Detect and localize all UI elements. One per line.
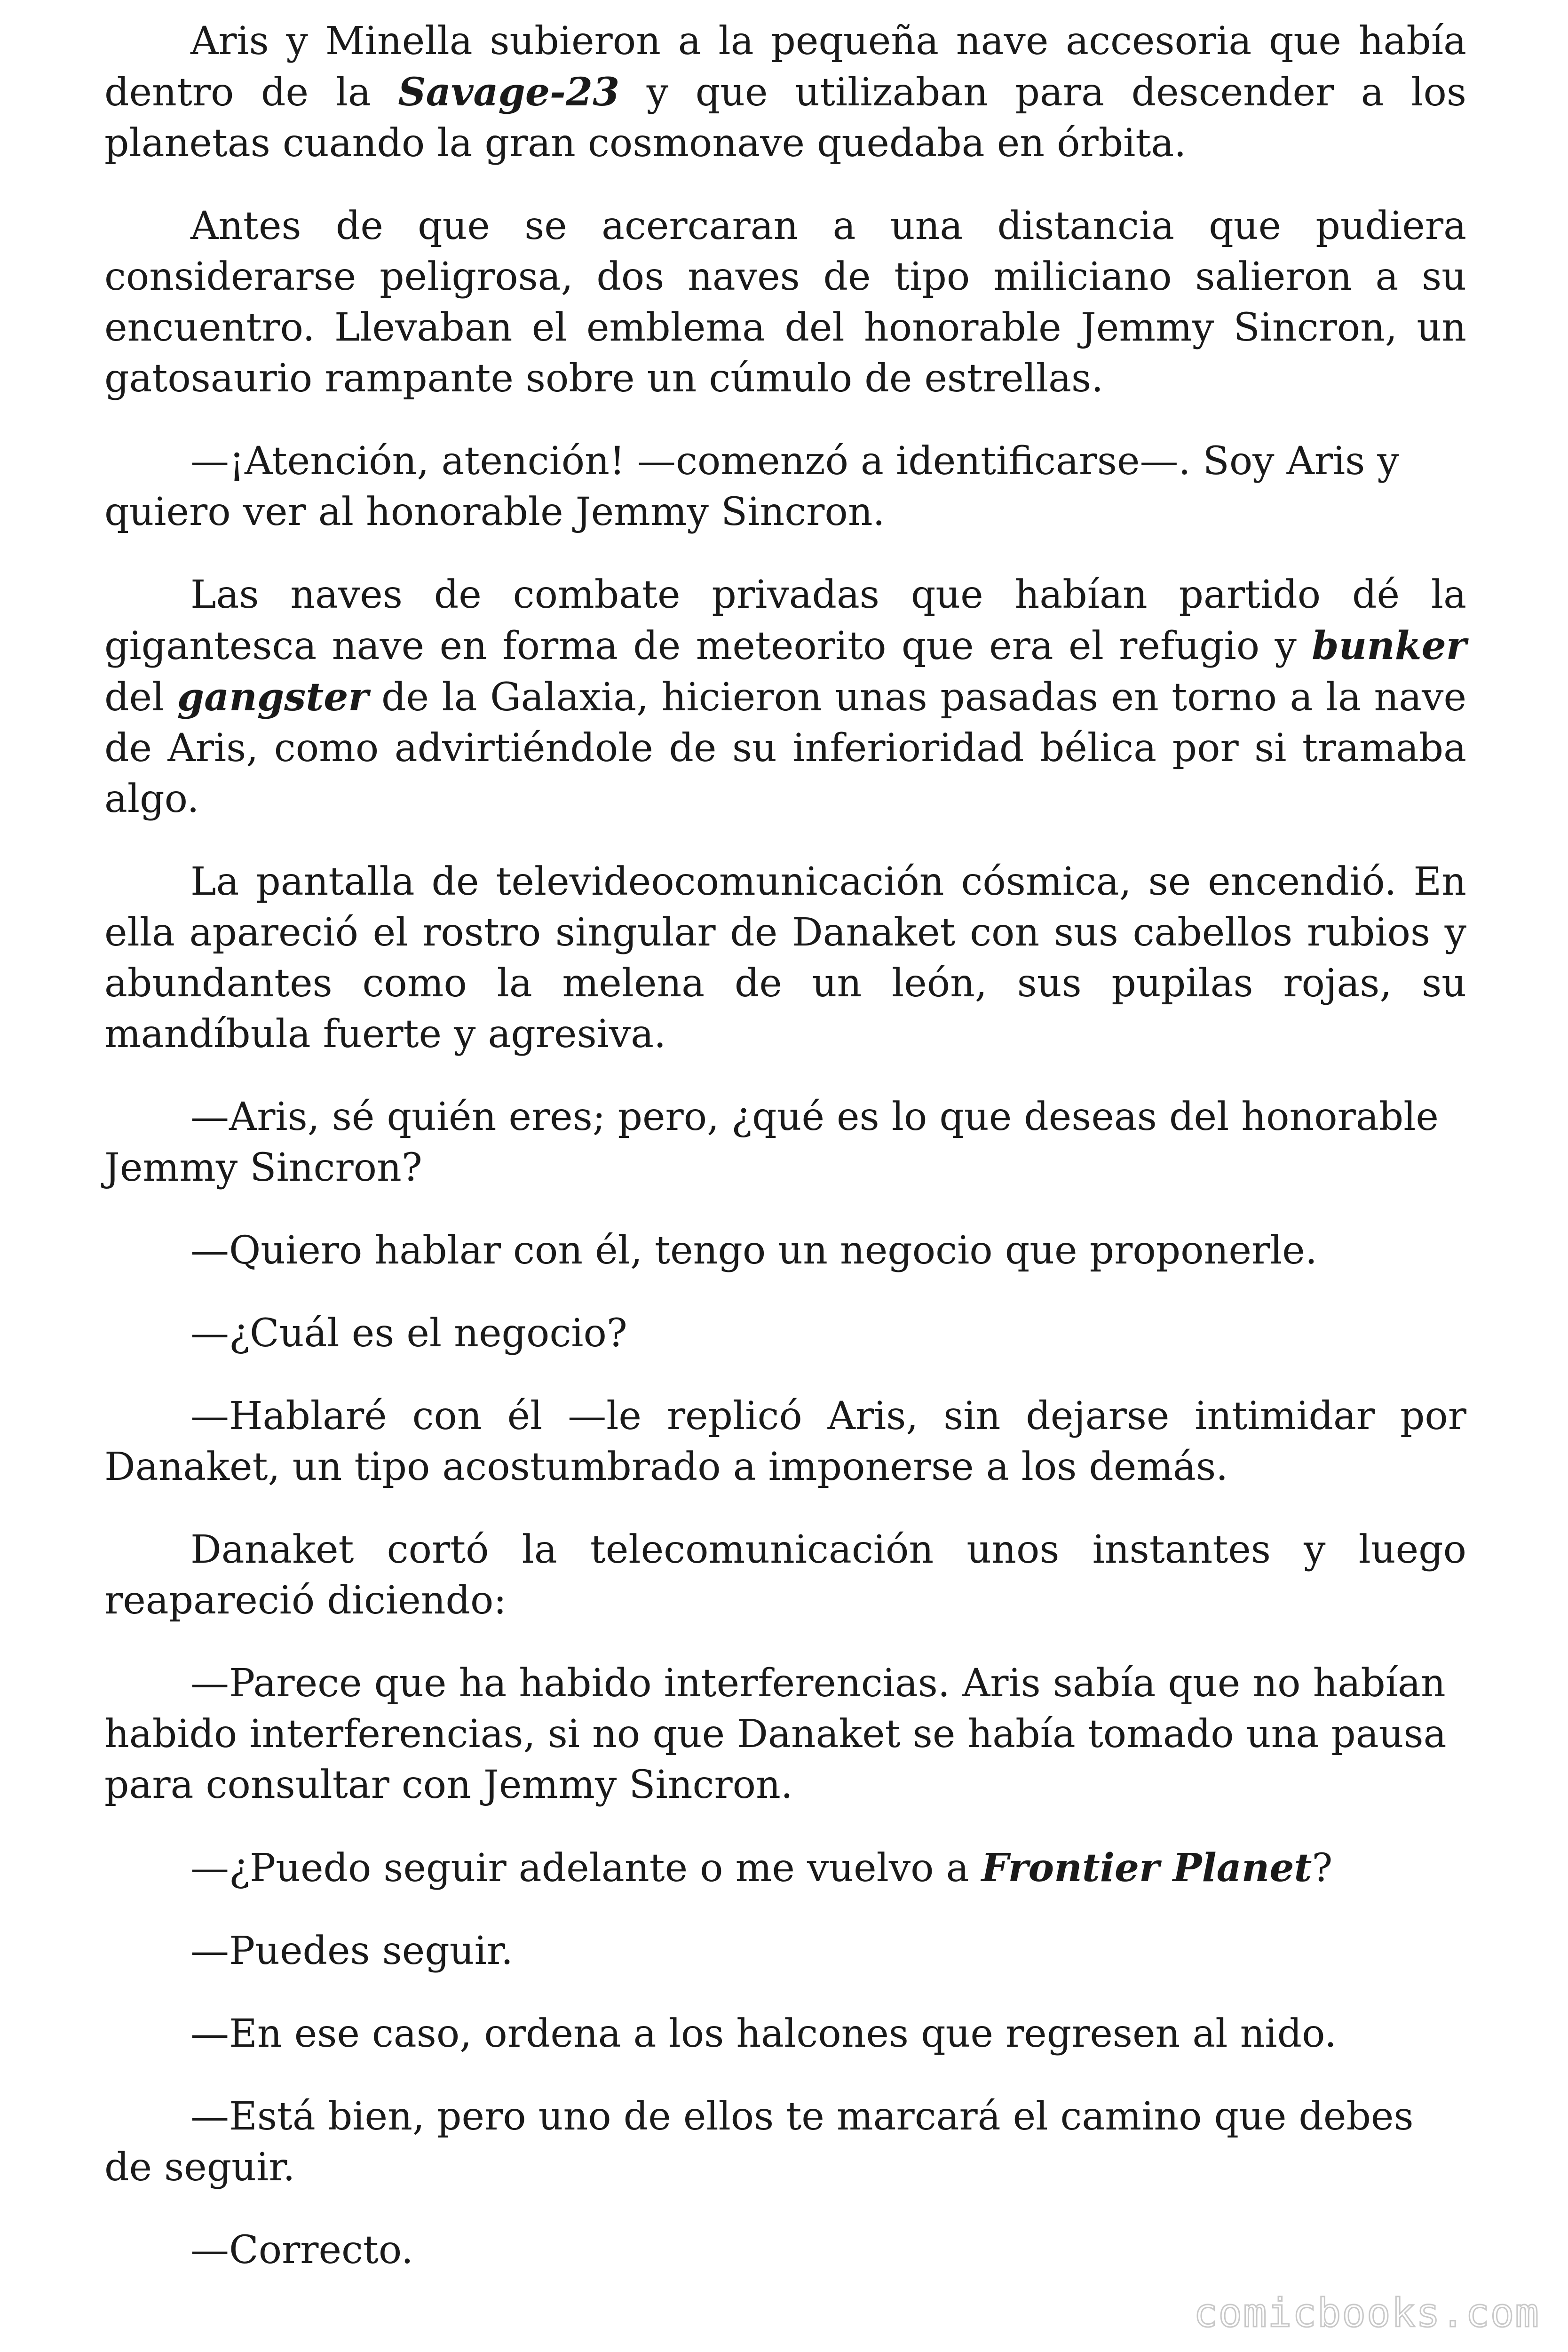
paragraph — [104, 2009, 1466, 2059]
paragraph — [104, 2225, 1466, 2276]
emphasized-text: gangster — [177, 675, 369, 720]
text-run: —Parece que ha habido interferencias. Aris sabía que no habían habido interferencias, si no que Danaket se había tomado una pausa para consultar con Jemmy Sincron. — [104, 1661, 1447, 1807]
text-run: La pantalla de televideocomunicación cósmica, se encendió. En ella apareció el rostro singular de Danaket con sus cabellos rubios y abundantes como la melena de un león, sus pupilas rojas, su mandíbula fuerte y agresiva. — [104, 859, 1466, 1057]
text-run: Danaket cortó la telecomunicación unos instantes y luego reapareció diciendo: — [104, 1527, 1466, 1623]
text-run: —Quiero hablar con él, tengo un negocio que proponerle. — [190, 1228, 1317, 1273]
paragraph — [104, 16, 1466, 169]
paragraph — [104, 1843, 1466, 1894]
paragraph — [104, 1092, 1466, 1193]
paragraph — [104, 570, 1466, 825]
watermark: comicbooks.com — [1193, 2290, 1540, 2336]
paragraph — [104, 1308, 1466, 1359]
emphasized-text: Savage-23 — [398, 70, 620, 115]
text-run: y que utilizaban para descender a los planetas cuando la gran cosmonave quedaba en órbita. — [104, 70, 1466, 166]
text-run: —¿Puedo seguir adelante o me vuelvo a — [190, 1846, 982, 1891]
emphasized-text: bunker — [1312, 623, 1466, 668]
text-run: —¿Cuál es el negocio? — [190, 1311, 627, 1356]
text-run: —En ese caso, ordena a los halcones que regresen al nido. — [190, 2011, 1337, 2056]
text-run: de la Galaxia, hicieron unas pasadas en torno a la nave de Aris, como advirtiéndole de su inferioridad bélica por si tramaba algo. — [104, 675, 1466, 821]
text-run: —Aris, sé quién eres; pero, ¿qué es lo que deseas del honorable Jemmy Sincron? — [104, 1095, 1439, 1190]
text-run: —Puedes seguir. — [190, 1929, 514, 1973]
text-run: —Correcto. — [190, 2228, 413, 2273]
paragraph — [104, 1225, 1466, 1276]
paragraph — [104, 1658, 1466, 1811]
body-text — [104, 16, 1466, 2308]
paragraph — [104, 2091, 1466, 2193]
emphasized-text: Frontier Planet — [981, 1845, 1312, 1891]
text-run: del — [104, 675, 177, 720]
text-run: Antes de que se acercaran a una distancia que pudiera considerarse peligrosa, dos naves de tipo miliciano salieron a su encuentro. Llevaban el emblema del honorable Jemmy Sincron, un gatosaurio rampante sobre un cúmulo de estrellas. — [104, 204, 1466, 401]
text-run: Aris y Minella subieron a la pequeña nave accesoria que había dentro de la — [104, 19, 1466, 115]
paragraph — [104, 436, 1466, 538]
paragraph — [104, 1525, 1466, 1626]
text-run: —Hablaré con él —le replicó Aris, sin dejarse intimidar por Danaket, un tipo acostumbrado a imponerse a los demás. — [104, 1394, 1466, 1489]
text-run: —¡Atención, atención! —comenzó a identificarse—. Soy Aris y quiero ver al honorable Jemmy Sincron. — [104, 439, 1399, 534]
text-run: —Está bien, pero uno de ellos te marcará el camino que debes de seguir. — [104, 2094, 1414, 2190]
paragraph — [104, 1391, 1466, 1493]
paragraph — [104, 1926, 1466, 1977]
text-run: Las naves de combate privadas que habían partido dé la gigantesca nave en forma de meteorito que era el refugio y — [104, 572, 1466, 668]
paragraph — [104, 857, 1466, 1060]
text-run: ? — [1312, 1846, 1333, 1891]
paragraph — [104, 201, 1466, 404]
